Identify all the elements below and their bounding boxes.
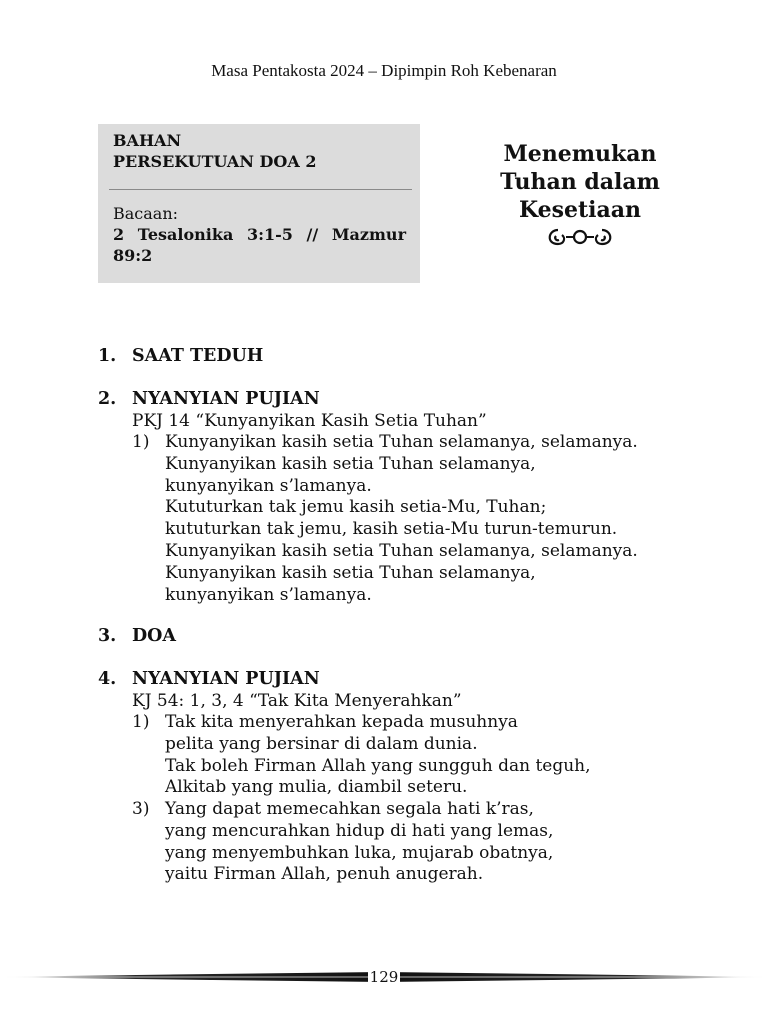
verse-line: Kututurkan tak jemu kasih setia-Mu, Tuhan;: [165, 497, 547, 518]
verse-lines: [165, 431, 638, 605]
theme-line1: Menemukan: [503, 141, 657, 167]
verse-line: pelita yang bersinar di dalam dunia.: [165, 733, 478, 754]
verse-line: yaitu Firman Allah, penuh anugerah.: [165, 864, 484, 885]
info-box: [98, 124, 420, 283]
section-2-heading: [98, 388, 320, 410]
verse-line: Alkitab yang mulia, diambil seteru.: [165, 777, 468, 798]
reading-label: Bacaan:: [113, 204, 179, 223]
section-4-heading: [98, 668, 320, 690]
reading-reference: 2 Tesalonika 3:1-5 // Mazmur 89:2: [113, 225, 406, 265]
ornament-icon: [440, 226, 720, 253]
verse-line: kututurkan tak jemu, kasih setia-Mu turun-temurun.: [165, 519, 618, 540]
verse-line: kunyanyikan s’lamanya.: [165, 475, 372, 496]
section-title: DOA: [132, 626, 176, 646]
verse-line: Tak kita menyerahkan kepada musuhnya: [165, 712, 518, 732]
verse-number: 1): [132, 712, 150, 732]
section-title: SAAT TEDUH: [132, 346, 264, 366]
verse-line: Kunyanyikan kasih setia Tuhan selamanya, selamanya.: [165, 540, 638, 561]
section-number: 2.: [98, 389, 117, 409]
running-header: Masa Pentakosta 2024 – Dipimpin Roh Kebenaran: [211, 61, 557, 80]
verse-line: Kunyanyikan kasih setia Tuhan selamanya, selamanya.: [165, 432, 638, 452]
verse-lines: [165, 711, 591, 798]
section-title: NYANYIAN PUJIAN: [132, 389, 320, 409]
song-reference: KJ 54: 1, 3, 4 “Tak Kita Menyerahkan”: [132, 691, 462, 711]
verse-line: Yang dapat memecahkan segala hati k’ras,: [165, 799, 534, 819]
theme-heading: [440, 140, 720, 253]
section-1-heading: [98, 345, 263, 367]
verse-line: Kunyanyikan kasih setia Tuhan selamanya,: [165, 562, 536, 583]
verse-lines: [165, 798, 553, 885]
verse-line: Tak boleh Firman Allah yang sungguh dan teguh,: [165, 755, 591, 776]
section-title: NYANYIAN PUJIAN: [132, 669, 320, 689]
section-3-heading: [98, 625, 176, 647]
song-reference: PKJ 14 “Kunyanyikan Kasih Setia Tuhan”: [132, 411, 487, 431]
verse-line: yang menyembuhkan luka, mujarab obatnya,: [165, 842, 554, 863]
box-title-line1: BAHAN: [113, 131, 182, 150]
theme-line2: Tuhan dalam: [500, 169, 660, 195]
verse-number: 1): [132, 432, 150, 452]
section-number: 3.: [98, 626, 117, 646]
verse-line: yang mencurahkan hidup di hati yang lemas,: [165, 820, 554, 841]
box-title-line2: PERSEKUTUAN DOA 2: [113, 152, 317, 171]
page-number: 129: [369, 968, 399, 986]
theme-line3: Kesetiaan: [518, 197, 642, 223]
box-divider: [109, 189, 412, 190]
verse-line: Kunyanyikan kasih setia Tuhan selamanya,: [165, 453, 536, 474]
section-number: 4.: [98, 669, 117, 689]
verse-number: 3): [132, 799, 150, 819]
section-number: 1.: [98, 346, 117, 366]
verse-line: kunyanyikan s’lamanya.: [165, 584, 372, 605]
